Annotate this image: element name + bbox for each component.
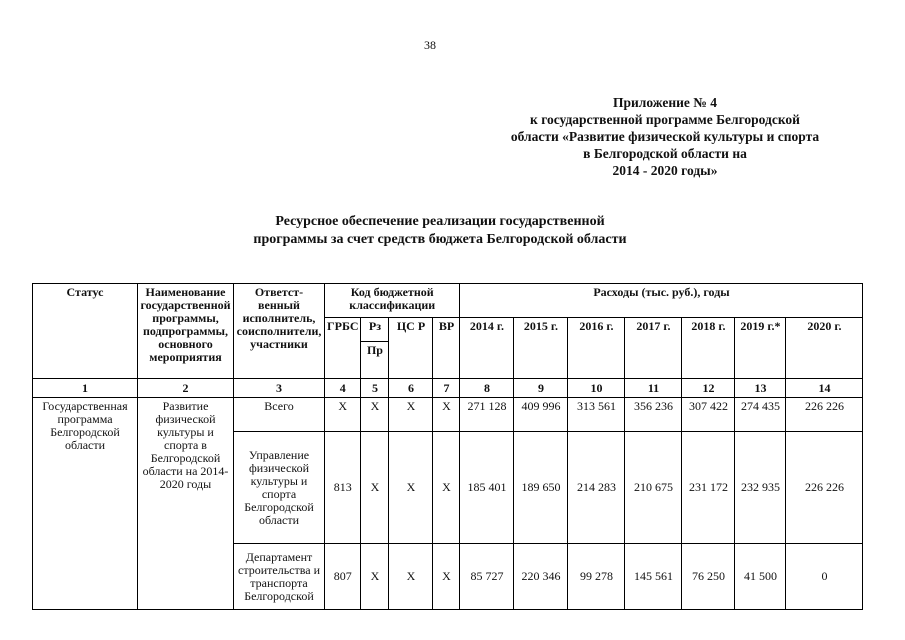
cell-value: 356 236 <box>625 398 682 432</box>
header-name-line: Наименование <box>145 285 226 299</box>
cell-value: 99 278 <box>568 544 625 610</box>
appendix-line: к государственной программе Белгородской <box>530 112 800 127</box>
column-number: 5 <box>361 379 389 398</box>
appendix-line: в Белгородской области на <box>583 146 747 161</box>
header-year-2019: 2019 г.* <box>735 318 786 379</box>
header-year-2020: 2020 г. <box>786 318 863 379</box>
header-csr: ЦС Р <box>389 318 433 379</box>
resp-line: Белгородской <box>244 499 314 514</box>
cell-value: 409 996 <box>514 398 568 432</box>
cell-grbs: 813 <box>325 432 361 544</box>
header-budget-code-line: Код бюджетной <box>350 285 434 299</box>
cell-value: 76 250 <box>682 544 735 610</box>
cell-value: 271 128 <box>460 398 514 432</box>
header-year-2015: 2015 г. <box>514 318 568 379</box>
appendix-line: Приложение № 4 <box>613 95 717 110</box>
header-expenses: Расходы (тыс. руб.), годы <box>460 284 863 318</box>
column-number: 10 <box>568 379 625 398</box>
column-number: 2 <box>138 379 234 398</box>
header-name-line: основного <box>158 337 213 351</box>
header-resp-line: соисполнители, <box>236 324 322 338</box>
column-number: 8 <box>460 379 514 398</box>
cell-rz: Х <box>361 544 389 610</box>
row-responsible <box>234 432 325 544</box>
document-title <box>200 213 680 249</box>
row-responsible: Всего <box>234 398 325 432</box>
cell-value: 313 561 <box>568 398 625 432</box>
program-name-line: спорта в <box>164 438 207 452</box>
cell-value: 0 <box>786 544 863 610</box>
column-number: 11 <box>625 379 682 398</box>
row-responsible <box>234 544 325 610</box>
program-name-line: физической <box>155 412 216 426</box>
program-name <box>138 398 234 610</box>
title-line: программы за счет средств бюджета Белгородской области <box>253 232 627 247</box>
header-resp-line: участники <box>250 337 308 351</box>
appendix-heading <box>470 94 860 179</box>
cell-value: 41 500 <box>735 544 786 610</box>
appendix-line: 2014 - 2020 годы» <box>612 163 718 178</box>
cell-value: 220 346 <box>514 544 568 610</box>
header-vr: ВР <box>433 318 460 379</box>
cell-csr: Х <box>389 398 433 432</box>
header-name-line: мероприятия <box>149 350 222 364</box>
cell-value: 232 935 <box>735 432 786 544</box>
resp-line: области <box>258 512 300 527</box>
column-number: 1 <box>33 379 138 398</box>
resp-line: строительства и <box>238 562 320 577</box>
cell-vr: Х <box>433 544 460 610</box>
cell-value: 226 226 <box>786 398 863 432</box>
header-rz: Рз <box>361 318 389 342</box>
cell-value: 185 401 <box>460 432 514 544</box>
resp-line: Департамент <box>245 549 313 564</box>
cell-value: 145 561 <box>625 544 682 610</box>
program-name-line: области на 2014- <box>142 464 229 478</box>
cell-value: 307 422 <box>682 398 735 432</box>
resp-line: Белгородской <box>244 588 314 603</box>
cell-csr: Х <box>389 432 433 544</box>
resp-line: спорта <box>261 486 297 501</box>
header-grbs: ГРБС <box>325 318 361 379</box>
column-number: 9 <box>514 379 568 398</box>
cell-value: 214 283 <box>568 432 625 544</box>
header-status: Статус <box>33 284 138 379</box>
header-year-2018: 2018 г. <box>682 318 735 379</box>
cell-vr: Х <box>433 432 460 544</box>
header-budget-code <box>325 284 460 318</box>
cell-vr: Х <box>433 398 460 432</box>
header-name-line: подпрограммы, <box>142 324 229 338</box>
resp-line: физической <box>249 460 309 475</box>
header-budget-code-line: классификации <box>349 298 436 312</box>
header-name-line: государственной <box>140 298 231 312</box>
header-year-2017: 2017 г. <box>625 318 682 379</box>
column-number: 13 <box>735 379 786 398</box>
column-number: 12 <box>682 379 735 398</box>
column-number: 6 <box>389 379 433 398</box>
resp-line: Управление <box>248 447 310 462</box>
cell-rz: Х <box>361 398 389 432</box>
column-number: 4 <box>325 379 361 398</box>
resp-line: культуры и <box>250 473 308 488</box>
header-resp-line: Ответст- <box>254 285 304 299</box>
cell-value: 210 675 <box>625 432 682 544</box>
column-number: 3 <box>234 379 325 398</box>
header-resp-line: исполнитель, <box>242 311 316 325</box>
program-name-line: 2020 годы <box>159 477 212 491</box>
program-name-line: Белгородской <box>150 451 221 465</box>
header-year-2016: 2016 г. <box>568 318 625 379</box>
header-resp-line: венный <box>258 298 300 312</box>
budget-table <box>32 283 863 610</box>
header-responsible <box>234 284 325 379</box>
cell-value: 226 226 <box>786 432 863 544</box>
cell-grbs: 807 <box>325 544 361 610</box>
cell-value: 85 727 <box>460 544 514 610</box>
status-line: Государственная <box>42 399 128 413</box>
status-line: области <box>64 438 106 452</box>
page-number: 38 <box>424 38 436 52</box>
header-name <box>138 284 234 379</box>
program-name-line: культуры и <box>157 425 214 439</box>
cell-value: 189 650 <box>514 432 568 544</box>
appendix-line: области «Развитие физической культуры и спорта <box>510 129 820 144</box>
header-name-line: программы, <box>152 311 219 325</box>
resp-line: транспорта <box>250 575 308 590</box>
header-pr: Пр <box>361 342 389 379</box>
program-status <box>33 398 138 610</box>
cell-value: 274 435 <box>735 398 786 432</box>
title-line: Ресурсное обеспечение реализации государственной <box>275 214 605 229</box>
header-year-2014: 2014 г. <box>460 318 514 379</box>
program-name-line: Развитие <box>162 399 209 413</box>
cell-grbs: Х <box>325 398 361 432</box>
status-line: программа <box>57 412 113 426</box>
column-number: 14 <box>786 379 863 398</box>
cell-rz: Х <box>361 432 389 544</box>
column-number: 7 <box>433 379 460 398</box>
cell-value: 231 172 <box>682 432 735 544</box>
status-line: Белгородской <box>50 425 120 439</box>
cell-csr: Х <box>389 544 433 610</box>
